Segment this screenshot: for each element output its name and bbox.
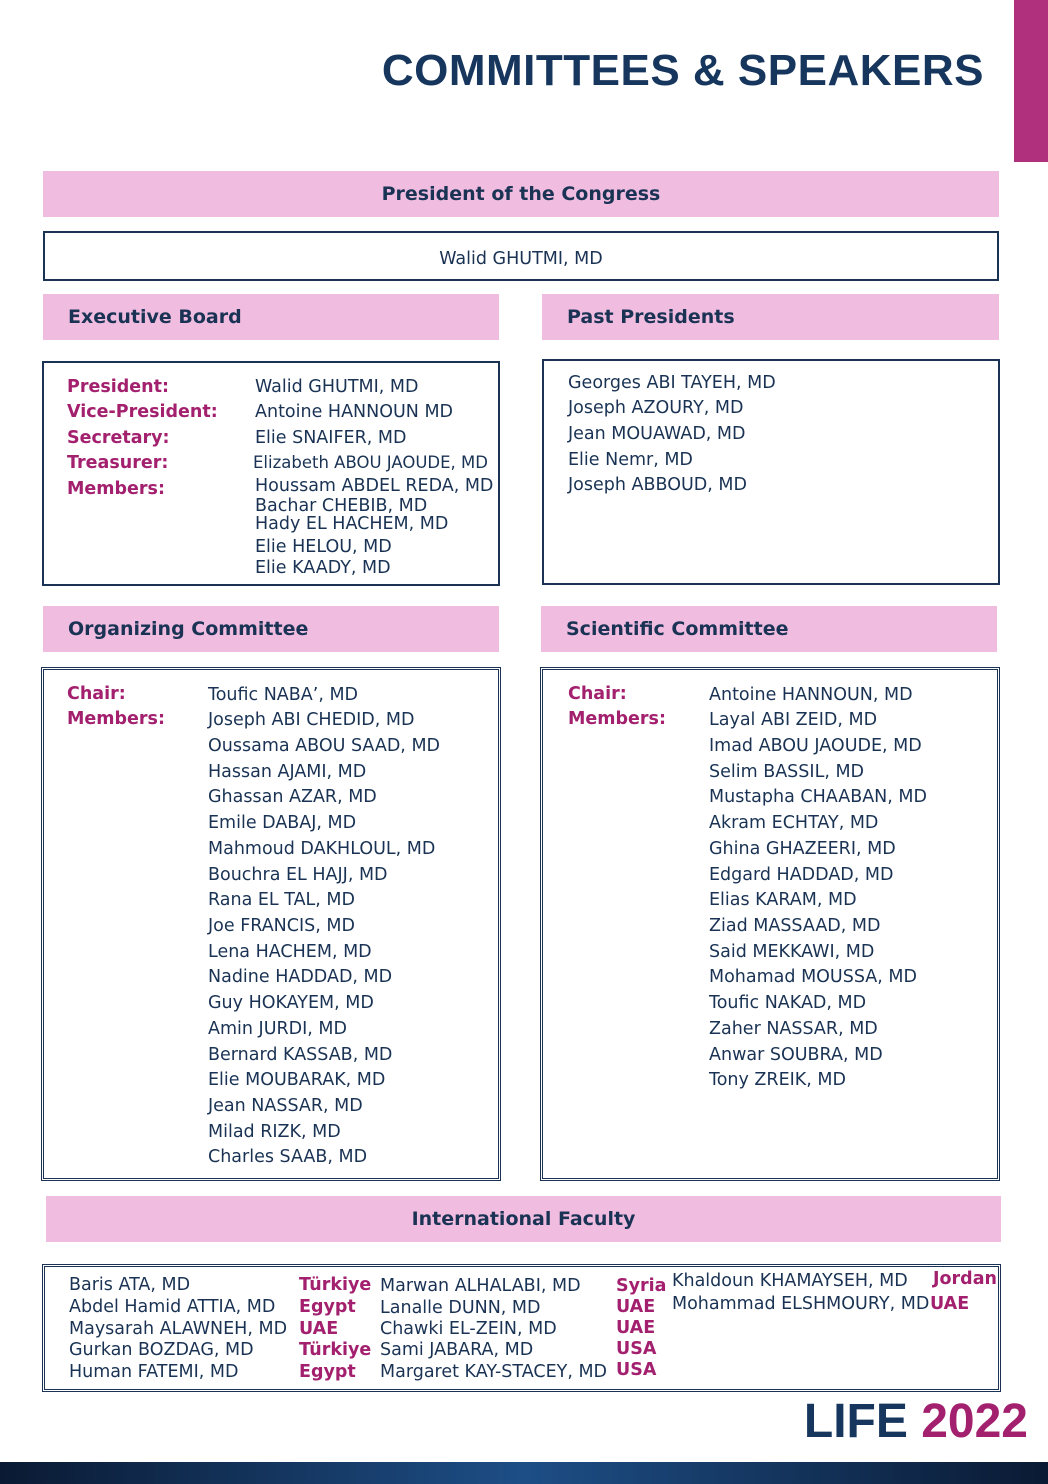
faculty-country: UAE — [616, 1318, 656, 1338]
oc-member: Oussama ABOU SAAD, MD — [208, 736, 441, 756]
international-faculty-box — [42, 1264, 1001, 1392]
oc-member: Charles SAAB, MD — [208, 1147, 368, 1167]
eb-member: Bachar CHEBIB, MD — [255, 496, 428, 516]
footer-band — [0, 1462, 1048, 1484]
oc-member: Lena HACHEM, MD — [208, 942, 372, 962]
eb-name: Antoine HANNOUN MD — [255, 402, 454, 422]
past-president: Georges ABI TAYEH, MD — [568, 373, 776, 393]
eb-label: President: — [67, 377, 169, 397]
oc-member: Bouchra EL HAJJ, MD — [208, 865, 388, 885]
sc-member: Zaher NASSAR, MD — [709, 1019, 878, 1039]
sc-member: Antoine HANNOUN, MD — [709, 685, 913, 705]
faculty-name: Margaret KAY-STACEY, MD — [380, 1362, 608, 1382]
faculty-name: Maysarah ALAWNEH, MD — [69, 1319, 288, 1339]
eb-member: Elie KAADY, MD — [255, 558, 391, 578]
eb-name: Elizabeth ABOU JAOUDE, MD — [253, 453, 488, 472]
oc-member: Elie MOUBARAK, MD — [208, 1070, 386, 1090]
faculty-name: Abdel Hamid ATTIA, MD — [69, 1297, 276, 1317]
oc-member: Ghassan AZAR, MD — [208, 787, 377, 807]
sc-member: Imad ABOU JAOUDE, MD — [709, 736, 922, 756]
faculty-name: Human FATEMI, MD — [69, 1362, 239, 1382]
faculty-country: Egypt — [299, 1297, 356, 1317]
eb-name: Elie SNAIFER, MD — [255, 428, 407, 448]
faculty-country: Egypt — [299, 1362, 356, 1382]
page-title: COMMITTEES & SPEAKERS — [381, 46, 984, 95]
past-presidents-box — [542, 359, 1000, 585]
eb-label: Treasurer: — [67, 453, 169, 473]
sc-member: Ghina GHAZEERI, MD — [709, 839, 896, 859]
oc-chair-label: Chair: — [67, 684, 126, 704]
past-president: Joseph ABBOUD, MD — [568, 475, 747, 495]
sc-member: Ziad MASSAAD, MD — [709, 916, 881, 936]
faculty-country: USA — [616, 1339, 657, 1359]
oc-member: Rana EL TAL, MD — [208, 890, 355, 910]
organizing-committee-heading: Organizing Committee — [43, 606, 499, 652]
oc-members-label: Members: — [67, 709, 165, 729]
sc-member: Layal ABI ZEID, MD — [709, 710, 878, 730]
oc-member: Milad RIZK, MD — [208, 1122, 341, 1142]
international-faculty-heading: International Faculty — [46, 1196, 1001, 1242]
faculty-name: Marwan ALHALABI, MD — [380, 1276, 581, 1296]
eb-label: Vice-President: — [67, 402, 218, 422]
oc-member: Mahmoud DAKHLOUL, MD — [208, 839, 436, 859]
sc-member: Edgard HADDAD, MD — [709, 865, 894, 885]
faculty-name: Baris ATA, MD — [69, 1275, 191, 1295]
president-name: Walid GHUTMI, MD — [439, 249, 603, 269]
oc-member: Emile DABAJ, MD — [208, 813, 357, 833]
life-2022-logo — [803, 1395, 1028, 1448]
eb-name: Walid GHUTMI, MD — [255, 377, 419, 397]
oc-member: Jean NASSAR, MD — [208, 1096, 363, 1116]
sc-member: Said MEKKAWI, MD — [709, 942, 875, 962]
scientific-committee-heading: Scientific Committee — [541, 606, 997, 652]
oc-member: Guy HOKAYEM, MD — [208, 993, 374, 1013]
eb-member: Elie HELOU, MD — [255, 537, 392, 557]
faculty-name: Khaldoun KHAMAYSEH, MD — [672, 1271, 908, 1291]
faculty-name: Gurkan BOZDAG, MD — [69, 1340, 254, 1360]
sc-member: Akram ECHTAY, MD — [709, 813, 879, 833]
oc-member: Amin JURDI, MD — [208, 1019, 348, 1039]
executive-board-heading: Executive Board — [43, 294, 499, 340]
eb-label: Members: — [67, 479, 165, 499]
sc-member: Anwar SOUBRA, MD — [709, 1045, 883, 1065]
eb-name: Houssam ABDEL REDA, MD — [255, 476, 494, 496]
faculty-country: UAE — [930, 1294, 970, 1314]
executive-board-box — [42, 361, 500, 586]
faculty-name: Chawki EL-ZEIN, MD — [380, 1319, 557, 1339]
faculty-name: Mohammad ELSHMOURY, MD — [672, 1294, 930, 1314]
faculty-name: Lanalle DUNN, MD — [380, 1298, 541, 1318]
faculty-country: Syria — [616, 1276, 667, 1296]
sc-member: Toufic NAKAD, MD — [709, 993, 867, 1013]
faculty-country: UAE — [616, 1297, 656, 1317]
oc-member: Bernard KASSAB, MD — [208, 1045, 393, 1065]
sc-member: Elias KARAM, MD — [709, 890, 857, 910]
sc-member: Mohamad MOUSSA, MD — [709, 967, 917, 987]
president-heading: President of the Congress — [43, 171, 999, 217]
organizing-committee-box — [41, 667, 501, 1181]
past-president: Jean MOUAWAD, MD — [568, 424, 746, 444]
sc-member: Tony ZREIK, MD — [709, 1070, 846, 1090]
sc-member: Selim BASSIL, MD — [709, 762, 865, 782]
faculty-country: Türkiye — [299, 1340, 372, 1360]
oc-member: Joe FRANCIS, MD — [208, 916, 355, 936]
oc-member: Joseph ABI CHEDID, MD — [208, 710, 415, 730]
sc-member: Mustapha CHAABAN, MD — [709, 787, 927, 807]
eb-label: Secretary: — [67, 428, 170, 448]
past-president: Elie Nemr, MD — [568, 450, 693, 470]
past-president: Joseph AZOURY, MD — [568, 398, 744, 418]
sc-chair-label: Chair: — [568, 684, 627, 704]
accent-tab — [1014, 0, 1048, 162]
brand-life: LIFE — [803, 1395, 908, 1448]
faculty-country: UAE — [299, 1319, 339, 1339]
sc-members-label: Members: — [568, 709, 666, 729]
faculty-country: Türkiye — [299, 1275, 372, 1295]
faculty-country: USA — [616, 1360, 657, 1380]
eb-member: Hady EL HACHEM, MD — [255, 514, 449, 534]
brand-year: 2022 — [921, 1395, 1028, 1448]
faculty-country: Jordan — [933, 1269, 997, 1289]
scientific-committee-box — [540, 667, 1000, 1181]
oc-member: Hassan AJAMI, MD — [208, 762, 367, 782]
oc-member: Toufic NABA’, MD — [208, 685, 359, 705]
president-box — [43, 231, 999, 281]
faculty-name: Sami JABARA, MD — [380, 1340, 534, 1360]
past-presidents-heading: Past Presidents — [542, 294, 999, 340]
oc-member: Nadine HADDAD, MD — [208, 967, 393, 987]
